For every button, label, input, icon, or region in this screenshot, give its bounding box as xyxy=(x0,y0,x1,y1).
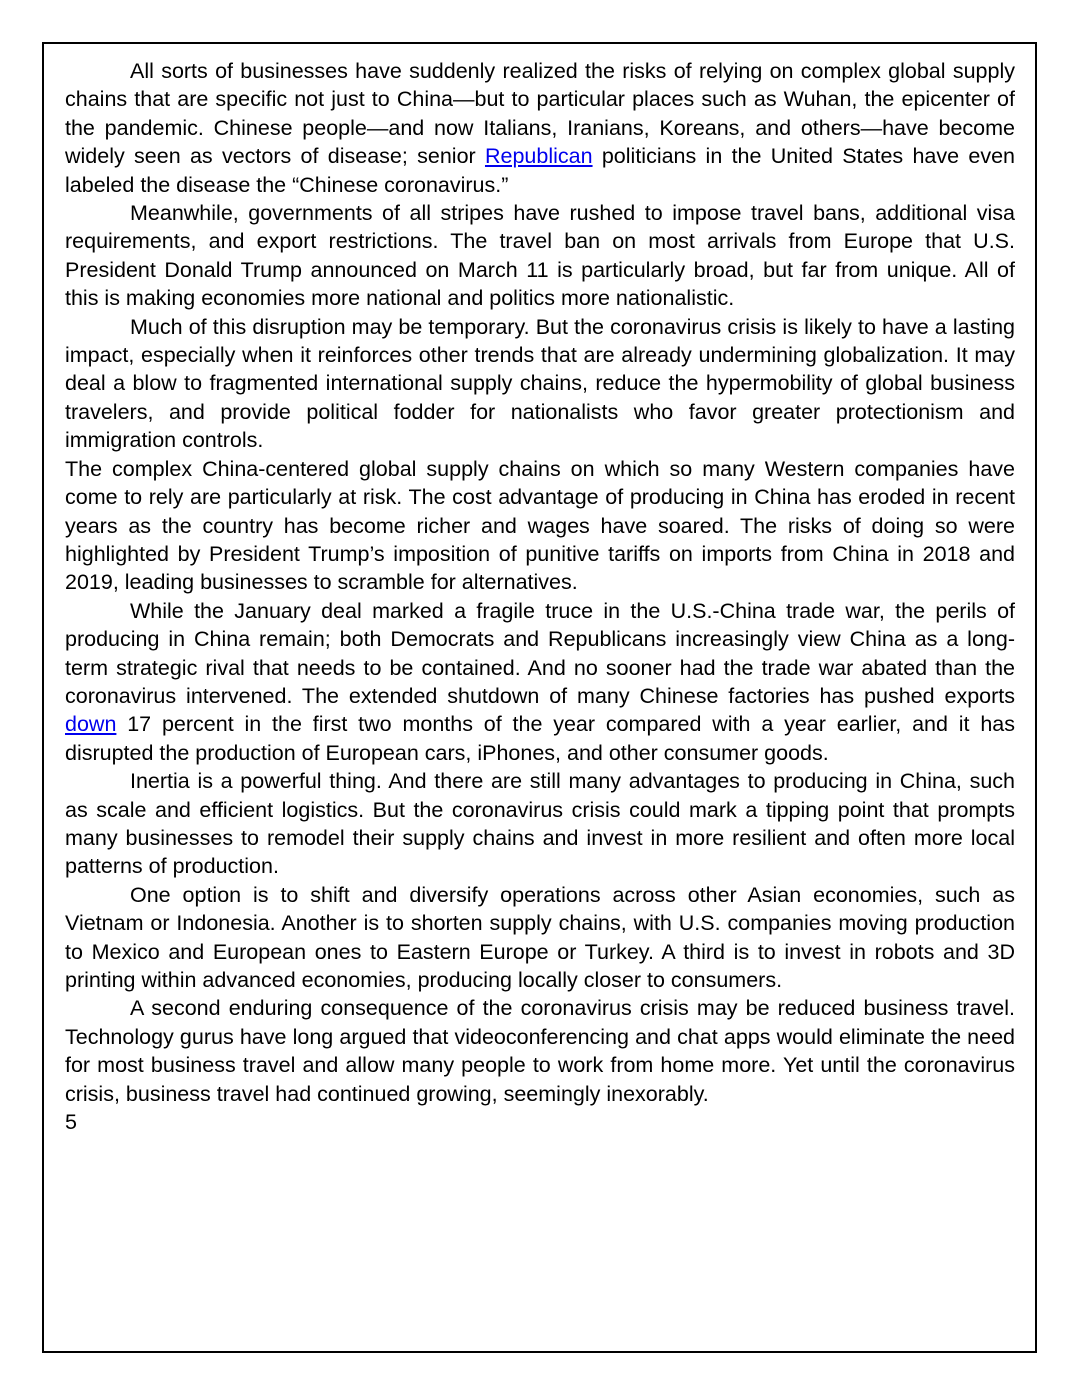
paragraph-text: Much of this disruption may be temporary. But the coronavirus crisis is likely to have a lasting impact, especially when it reinforces other trends that are already undermining globalization. It may deal a blow to fragmented international supply chains, reduce the hypermobility of global business travelers, and provide political fodder for nationalists who favor greater protectionism and immigration controls. xyxy=(65,314,1015,453)
paragraph-text: 17 percent in the first two months of the year compared with a year earlier, and it has disrupted the production of European cars, iPhones, and other consumer goods. xyxy=(65,712,1015,765)
page-number: 5 xyxy=(65,1110,77,1135)
paragraph-text: While the January deal marked a fragile truce in the U.S.-China trade war, the perils of producing in China remain; both Democrats and Republicans increasingly view China as a long-term strategic rival that needs to be contained. And no sooner had the trade war abated than the coronavirus intervened. The extended shutdown of many Chinese factories has pushed exports xyxy=(65,598,1015,708)
paragraph-text: Inertia is a powerful thing. And there are still many advantages to producing in China, such as scale and efficient logistics. But the coronavirus crisis could mark a tipping point that prompts many businesses to remodel their supply chains and invest in more resilient and often more local patterns of production. xyxy=(65,769,1015,879)
paragraph-text: politicians in the United States have even labeled the disease the “Chinese coronavirus.” xyxy=(65,144,1015,197)
paragraph xyxy=(65,881,1015,995)
paragraph-text: Meanwhile, governments of all stripes have rushed to impose travel bans, additional visa requirements, and export restrictions. The travel ban on most arrivals from Europe that U.S. President Donald Trump announced on March 11 is particularly broad, but far from unique. All of this is making economies more national and politics more nationalistic. xyxy=(65,201,1015,311)
paragraph-text: A second enduring consequence of the coronavirus crisis may be reduced business travel. Technology gurus have long argued that videoconferencing and chat apps would eliminate the need for most business travel and allow many people to work from home more. Yet until the coronavirus crisis, business travel had continued growing, seemingly inexorably. xyxy=(65,996,1015,1106)
down-link[interactable]: down xyxy=(65,712,117,737)
paragraph-text: One option is to shift and diversify operations across other Asian economies, such as Vietnam or Indonesia. Another is to shorten supply chains, with U.S. companies moving production to Mexico and European ones to Eastern Europe or Turkey. A third is to invest in robots and 3D printing within advanced economies, producing locally closer to consumers. xyxy=(65,882,1015,992)
paragraph-text: The complex China-centered global supply chains on which so many Western companies have come to rely are particularly at risk. The cost advantage of producing in China has eroded in recent years as the country has become richer and wages have soared. The risks of doing so were highlighted by President Trump’s imposition of punitive tariffs on imports from China in 2018 and 2019, leading businesses to scramble for alternatives. xyxy=(65,456,1015,595)
paragraph xyxy=(65,597,1015,767)
paragraph xyxy=(65,455,1015,597)
paragraph xyxy=(65,57,1015,199)
republican-link[interactable]: Republican xyxy=(484,144,593,169)
paragraph xyxy=(65,767,1015,881)
paragraph-text: All sorts of businesses have suddenly realized the risks of relying on complex global supply chains that are specific not just to China—but to particular places such as Wuhan, the epicenter of the pandemic. Chinese people—and now Italians, Iranians, Koreans, and others—have become widely seen as vectors of disease; senior xyxy=(65,59,1015,169)
paragraph xyxy=(65,313,1015,455)
paragraph xyxy=(65,994,1015,1108)
paragraph xyxy=(65,199,1015,313)
page-border xyxy=(42,42,1037,1353)
